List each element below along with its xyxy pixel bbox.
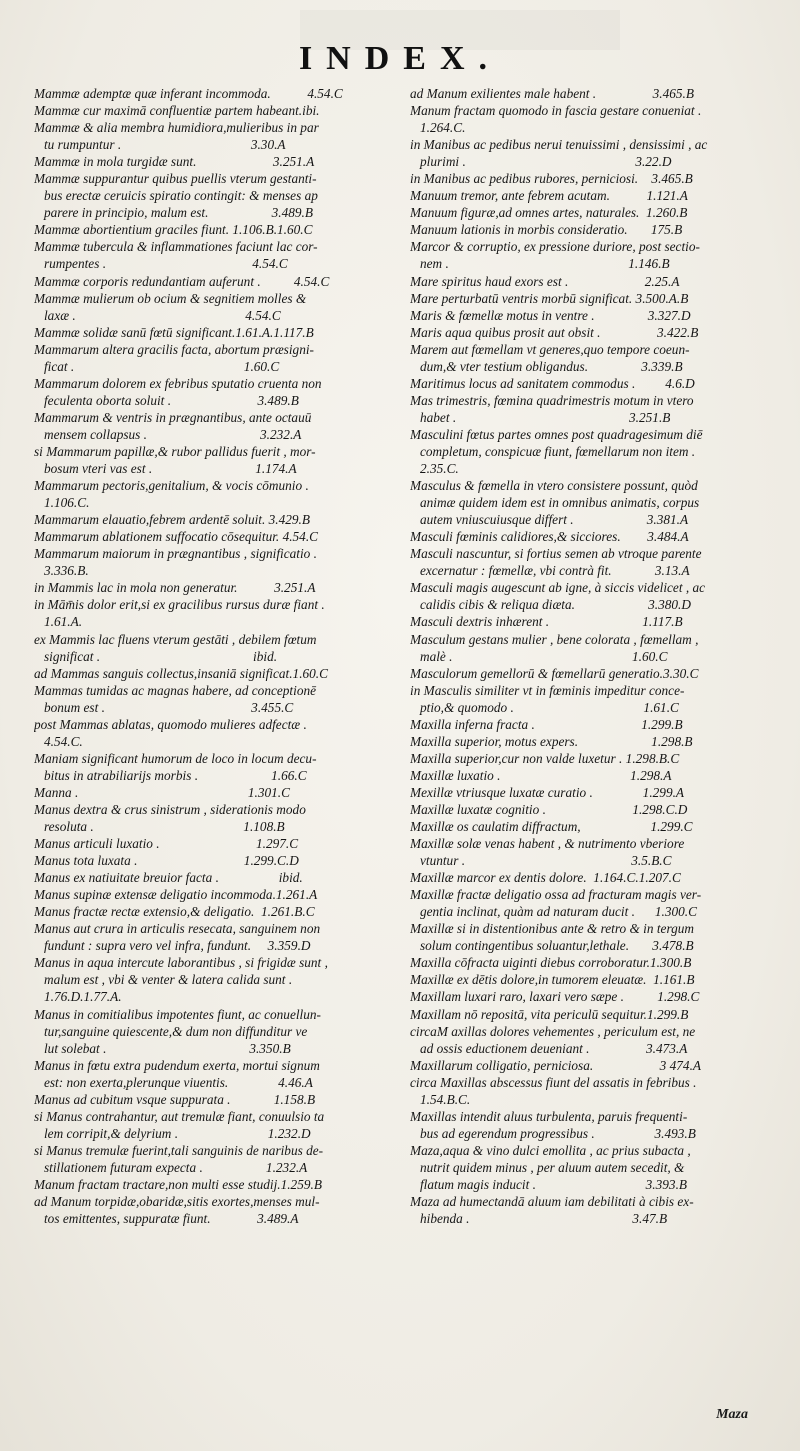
index-line: Mare perturbatū ventris morbū significat. 3.500.A.B <box>410 290 689 306</box>
index-line: Masculus & fœmella in vtero consistere possunt, quòd <box>410 478 698 494</box>
index-line: Manuum tremor, ante febrem acutam. 1.121.A <box>410 188 688 204</box>
index-line: Maxillæ ex dētis dolore,in tumorem eleuatæ. 1.161.B <box>410 972 695 988</box>
index-line: 1.106.C. <box>34 495 90 511</box>
index-line: Masculi magis augescunt ab igne, à siccis videlicet , ac <box>410 580 706 596</box>
index-line: gentia inclinat, quàm ad naturam ducit . 1.300.C <box>410 904 697 920</box>
index-line: Mammarum elauatio,febrem ardentē soluit. 3.429.B <box>34 512 311 528</box>
index-line: Manus ad cubitum vsque suppurata . 1.158.B <box>34 1091 316 1107</box>
index-line: circa Maxillas abscessus fiunt del assatis in febribus . <box>410 1074 697 1090</box>
index-line: Maxillæ os caulatim diffractum, 1.299.C <box>410 819 693 835</box>
index-line: Mammarum pectoris,genitalium, & vocis cōmunio . <box>34 478 309 494</box>
index-line: Manum fractam tractare,non multi esse studij.1.259.B <box>34 1177 322 1192</box>
index-line: Masculi fœminis calidiores,& sicciores. 3.484.A <box>410 529 689 545</box>
index-line: est: non exerta,plerunque viuentis. 4.46.A <box>34 1074 313 1090</box>
index-line: Maxillam nō repositā, vita periculū sequitur.1.299.B <box>410 1006 689 1022</box>
index-line: flatum magis inducit . 3.393.B <box>410 1177 688 1192</box>
index-line: rumpentes . 4.54.C <box>34 256 288 272</box>
index-line: feculenta oborta soluit . 3.489.B <box>34 392 299 408</box>
index-line: Mammarum altera gracilis facta, abortum præsigni- <box>34 341 314 357</box>
index-line: Maza ad humectandā aluum iam debilitati à cibis ex- <box>410 1194 694 1210</box>
index-line: parere in principio, malum est. 3.489.B <box>34 205 313 221</box>
index-line: Maxillas intendit aluus turbulenta, paruis frequenti- <box>410 1108 688 1124</box>
index-line: Marcor & corruptio, ex pressione duriore, post sectio- <box>410 239 700 255</box>
index-line: ex Mammis lac fluens vterum gestāti , debilem fœtum <box>34 631 317 647</box>
index-line: Maxillæ solæ venas habent , & nutrimento vberiore <box>410 836 685 852</box>
index-line: Maritimus locus ad sanitatem commodus . 4.6.D <box>410 375 695 391</box>
index-line: Maxilla superior, motus expers. 1.298.B <box>410 733 693 749</box>
index-line: nutrit quidem minus , per aluum autem secedit, & <box>410 1159 685 1175</box>
index-line: 2.35.C. <box>410 461 459 477</box>
index-line: bus erectæ ceruicis spiratio contingit: & menses ap <box>34 188 318 204</box>
index-line: Mammæ tubercula & inflammationes faciunt lac cor- <box>34 239 318 255</box>
index-line: Manuum lationis in morbis consideratio. 175.B <box>410 222 683 238</box>
index-line: Mammæ suppurantur quibus puellis vterum gestanti- <box>34 171 317 187</box>
index-line: 3.336.B. <box>34 563 89 579</box>
index-line: significat . ibid. <box>34 648 278 664</box>
index-line: Manus articuli luxatio . 1.297.C <box>34 836 299 852</box>
index-line: vtuntur . 3.5.B.C <box>410 853 672 869</box>
index-line: Marem aut fœmellam vt generes,quo tempore coeun- <box>410 341 690 357</box>
index-line: stillationem futuram expecta . 1.232.A <box>34 1159 308 1175</box>
index-line: bitus in atrabiliarijs morbis . 1.66.C <box>34 767 307 783</box>
index-line: in Manibus ac pedibus rubores, perniciosi. 3.465.B <box>410 171 693 187</box>
index-line: autem vniuscuiusque differt . 3.381.A <box>410 512 689 528</box>
index-line: Masculi nascuntur, si fortius semen ab vtroque parente <box>410 546 702 562</box>
index-line: Mammas tumidas ac magnas habere, ad conceptionē <box>34 682 317 698</box>
index-line: lem corripit,& delyrium . 1.232.D <box>34 1125 311 1141</box>
index-line: Mas trimestris, fœmina quadrimestris motum in vtero <box>410 392 694 408</box>
index-line: hibenda . 3.47.B <box>410 1211 668 1227</box>
index-line: Mare spiritus haud exors est . 2.25.A <box>410 273 680 289</box>
index-line: tur,sanguine quiescente,& dum non diffunditur ve <box>34 1023 308 1039</box>
index-line: ad Mammas sanguis collectus,insaniā significat.1.60.C <box>34 665 329 681</box>
index-line: Mammæ in mola turgidæ sunt. 3.251.A <box>34 154 315 170</box>
index-line: in Mām̄is dolor erit,si ex gracilibus rursus duræ fiant . <box>34 597 325 613</box>
index-line: Mexillæ vtriusque luxatæ curatio . 1.299.A <box>410 784 685 800</box>
index-line: Masculorum gemellorū & fœmellarū generatio.3.30.C <box>410 665 699 681</box>
index-line: dum,& vter testium obligandus. 3.339.B <box>410 358 683 374</box>
index-line: Manus ex natiuitate breuior facta . ibid. <box>34 870 303 886</box>
index-line: ptio,& quomodo . 1.61.C <box>410 699 679 715</box>
index-line: Maxilla cōfracta uiginti diebus corroboratur.1.300.B <box>410 955 692 971</box>
index-line: Manum fractam quomodo in fascia gestare conueniat . <box>410 103 702 119</box>
index-line: tu rumpuntur . 3.30.A <box>34 137 286 153</box>
index-line: circaM axillas dolores vehementes , periculum est, ne <box>410 1023 696 1039</box>
index-line: post Mammas ablatas, quomodo mulieres adfectæ . <box>34 716 307 732</box>
index-line: 4.54.C. <box>34 733 83 749</box>
catchword: Maza <box>716 1407 748 1422</box>
index-line: Mammarum maiorum in prægnantibus , significatio . <box>34 546 317 562</box>
index-line: Maxillæ si in distentionibus ante & retro & in tergum <box>410 921 695 937</box>
page-title: INDEX. <box>298 40 502 77</box>
index-line: Mammæ solidæ sanū fœtū significant.1.61.A.1.117.B <box>34 324 314 340</box>
index-line: Mammæ cur maximā confluentiæ partem habeant.ibi. <box>34 103 320 119</box>
index-line: si Mammarum papillæ,& rubor pallidus fuerit , mor- <box>34 443 316 459</box>
index-line: si Manus tremulæ fuerint,tali sanguinis de naribus de- <box>34 1142 324 1158</box>
index-line: Maris & fœmellæ motus in ventre . 3.327.D <box>410 307 691 323</box>
index-line: resoluta . 1.108.B <box>34 819 285 835</box>
index-line: Maza,aqua & vino dulci emollita , ac prius subacta , <box>410 1142 691 1158</box>
index-line: Maniam significant humorum de loco in locum decu- <box>34 750 317 766</box>
index-line: 1.54.B.C. <box>410 1091 471 1107</box>
index-line: Manus aut crura in articulis resecata, sanguinem non <box>34 921 321 937</box>
index-line: Manus fractæ rectæ extensio,& deligatio. 1.261.B.C <box>34 904 315 920</box>
index-line: Mammæ abortientium graciles fiunt. 1.106.B.1.60.C <box>34 222 313 238</box>
index-line: Mammæ ademptæ quæ inferant incommoda. 4.54.C <box>34 86 343 101</box>
index-line: 1.264.C. <box>410 120 466 136</box>
index-line: Mammarum ablationem suffocatio cōsequitur. 4.54.C <box>34 529 319 545</box>
index-line: bus ad egerendum progressibus . 3.493.B <box>410 1125 696 1141</box>
index-line: Mammarum & ventris in prægnantibus, ante octauū <box>34 409 312 425</box>
index-line: Manus tota luxata . 1.299.C.D <box>34 853 299 869</box>
index-line: Manna . 1.301.C <box>34 784 290 800</box>
index-line: tos emittentes, suppuratæ fiunt. 3.489.A <box>34 1211 299 1227</box>
index-line: 1.61.A. <box>34 614 83 630</box>
index-line: laxæ . 4.54.C <box>34 307 281 323</box>
index-line: Mammæ & alia membra humidiora,mulieribus in par <box>34 120 319 136</box>
index-line: Maxillæ luxatio . 1.298.A <box>410 767 672 783</box>
index-line: Masculum gestans mulier , bene colorata , fœmellam , <box>410 631 699 647</box>
index-line: Manus in fœtu extra pudendum exerta, mortui signum <box>34 1057 320 1073</box>
index-line: Maxillæ marcor ex dentis dolore. 1.164.C.1.207.C <box>410 870 681 886</box>
index-line: Maxilla inferna fracta . 1.299.B <box>410 716 683 732</box>
index-line: ad ossis eductionem deueniant . 3.473.A <box>410 1040 688 1056</box>
index-line: Manus dextra & crus sinistrum , siderationis modo <box>34 801 306 817</box>
index-line: bonum est . 3.455.C <box>34 699 294 715</box>
index-line: Maxillarum colligatio, perniciosa. 3 474.A <box>410 1057 702 1073</box>
index-line: malè . 1.60.C <box>410 648 668 664</box>
index-line: in Masculis similiter vt in fœminis impeditur conce- <box>410 682 685 698</box>
index-line: Maris aqua quibus prosit aut obsit . 3.422.B <box>410 324 699 340</box>
index-line: Masculini fœtus partes omnes post quadragesimum diē <box>410 426 703 442</box>
index-line: excernatur : fœmellæ, vbi contrà fit. 3.13.A <box>410 563 690 579</box>
index-line: ad Manum exilientes male habent . 3.465.B <box>410 86 694 101</box>
index-line: Maxillæ fractæ deligatio ossa ad fracturam magis ver- <box>410 887 702 903</box>
index-line: nem . 1.146.B <box>410 256 670 272</box>
index-column-left <box>34 85 392 1227</box>
index-column-right <box>410 85 770 1227</box>
index-line: bosum vteri vas est . 1.174.A <box>34 461 297 477</box>
index-line: Mammarum dolorem ex febribus sputatio cruenta non <box>34 375 322 391</box>
index-line: fundunt : supra vero vel infra, fundunt. 3.359.D <box>34 938 311 954</box>
index-line: Maxillam luxari raro, laxari vero sæpe . 1.298.C <box>410 989 700 1005</box>
index-line: in Manibus ac pedibus nerui tenuissimi , densissimi , ac <box>410 137 708 153</box>
index-line: ficat . 1.60.C <box>34 358 280 374</box>
index-line: Maxilla superior,cur non valde luxetur . 1.298.B.C <box>410 750 680 766</box>
index-line: plurimi . 3.22.D <box>410 154 672 170</box>
index-line: si Manus contrahantur, aut tremulæ fiant, conuulsio ta <box>34 1108 325 1124</box>
index-line: Manus supinæ extensæ deligatio incommoda.1.261.A <box>34 887 318 903</box>
index-line: Manus in aqua intercute laborantibus , si frigidæ sunt , <box>34 955 328 971</box>
index-line: lut solebat . 3.350.B <box>34 1040 291 1056</box>
index-line: Manus in comitialibus impotentes fiunt, ac conuellun- <box>34 1006 321 1022</box>
index-line: Manuum figuræ,ad omnes artes, naturales. 1.260.B <box>410 205 688 221</box>
index-line: completum, conspicuæ fiunt, fœmellarum non item . <box>410 443 696 459</box>
index-line: mensem collapsus . 3.232.A <box>34 426 302 442</box>
index-line: solum contingentibus soluantur,lethale. 3.478.B <box>410 938 694 954</box>
index-line: Maxillæ luxatæ cognitio . 1.298.C.D <box>410 801 688 817</box>
index-line: in Mammis lac in mola non generatur. 3.251.A <box>34 580 316 596</box>
index-line: habet . 3.251.B <box>410 409 671 425</box>
index-line: ad Manum torpidæ,obaridæ,sitis exortes,menses mul- <box>34 1194 320 1210</box>
index-line: Masculi dextris inhærent . 1.117.B <box>410 614 683 630</box>
index-line: animæ quidem idem est in omnibus animatis, corpus <box>410 495 700 511</box>
index-line: Mammæ corporis redundantiam auferunt . 4.54.C <box>34 273 330 289</box>
index-line: 1.76.D.1.77.A. <box>34 989 122 1005</box>
index-line: Mammæ mulierum ob ocium & segnitiem molles & <box>34 290 307 306</box>
index-line: calidis cibis & reliqua diæta. 3.380.D <box>410 597 691 613</box>
index-line: malum est , vbi & venter & latera calida sunt . <box>34 972 293 988</box>
